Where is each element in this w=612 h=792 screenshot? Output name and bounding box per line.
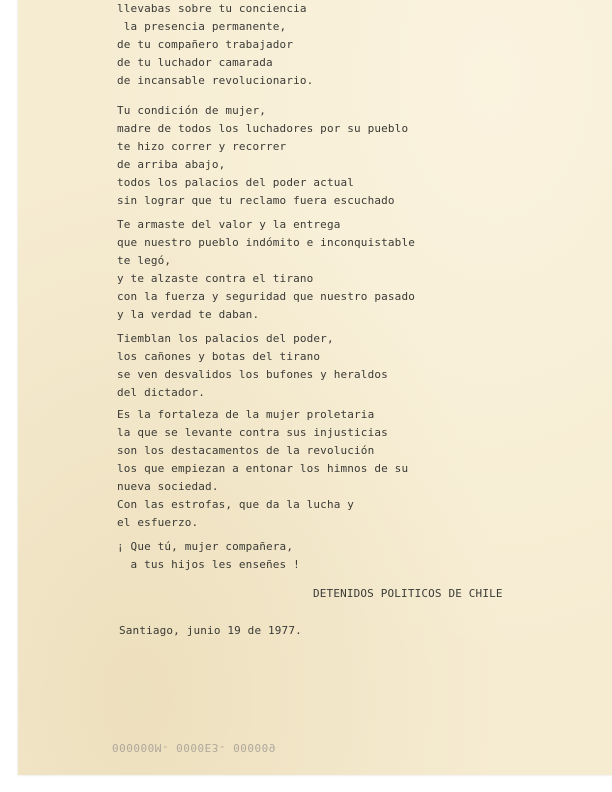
poem-line: Con las estrofas, que da la lucha y: [117, 498, 355, 511]
poem-line: ¡ Que tú, mujer compañera,: [117, 540, 294, 553]
poem-line: llevabas sobre tu conciencia: [117, 2, 307, 15]
poem-line: Es la fortaleza de la mujer proletaria: [117, 408, 375, 421]
poem-line: te legó,: [117, 254, 172, 267]
document-page: [18, 0, 612, 775]
dateline: Santiago, junio 19 de 1977.: [119, 624, 302, 637]
poem-line: el esfuerzo.: [117, 516, 199, 529]
poem-line: a tus hijos les enseñes !: [117, 558, 300, 571]
poem-line: Tu condición de mujer,: [117, 104, 266, 117]
poem-line: y te alzaste contra el tirano: [117, 272, 314, 285]
poem-line: y la verdad te daban.: [117, 308, 260, 321]
poem-line: de arriba abajo,: [117, 158, 226, 171]
signature: DETENIDOS POLITICOS DE CHILE: [313, 587, 503, 600]
poem-line: de tu luchador camarada: [117, 56, 273, 69]
poem-line: sin lograr que tu reclamo fuera escuchado: [117, 194, 395, 207]
poem-line: la que se levante contra sus injusticias: [117, 426, 388, 439]
poem-line: madre de todos los luchadores por su pueblo: [117, 122, 409, 135]
poem-line: los cañones y botas del tirano: [117, 350, 321, 363]
archive-stamp: 000000M- 0000E3- 000009: [112, 741, 276, 754]
poem-line: del dictador.: [117, 386, 206, 399]
poem-line: de tu compañero trabajador: [117, 38, 294, 51]
poem-line: los que empiezan a entonar los himnos de su: [117, 462, 409, 475]
poem-line: con la fuerza y seguridad que nuestro pasado: [117, 290, 415, 303]
poem-line: la presencia permanente,: [117, 20, 287, 33]
poem-line: que nuestro pueblo indómito e inconquistable: [117, 236, 415, 249]
poem-line: son los destacamentos de la revolución: [117, 444, 375, 457]
poem-line: todos los palacios del poder actual: [117, 176, 355, 189]
poem-line: nueva sociedad.: [117, 480, 219, 493]
poem-line: Tiemblan los palacios del poder,: [117, 332, 334, 345]
poem-line: de incansable revolucionario.: [117, 74, 314, 87]
poem-line: te hizo correr y recorrer: [117, 140, 287, 153]
poem-line: se ven desvalidos los bufones y heraldos: [117, 368, 388, 381]
poem-line: Te armaste del valor y la entrega: [117, 218, 341, 231]
